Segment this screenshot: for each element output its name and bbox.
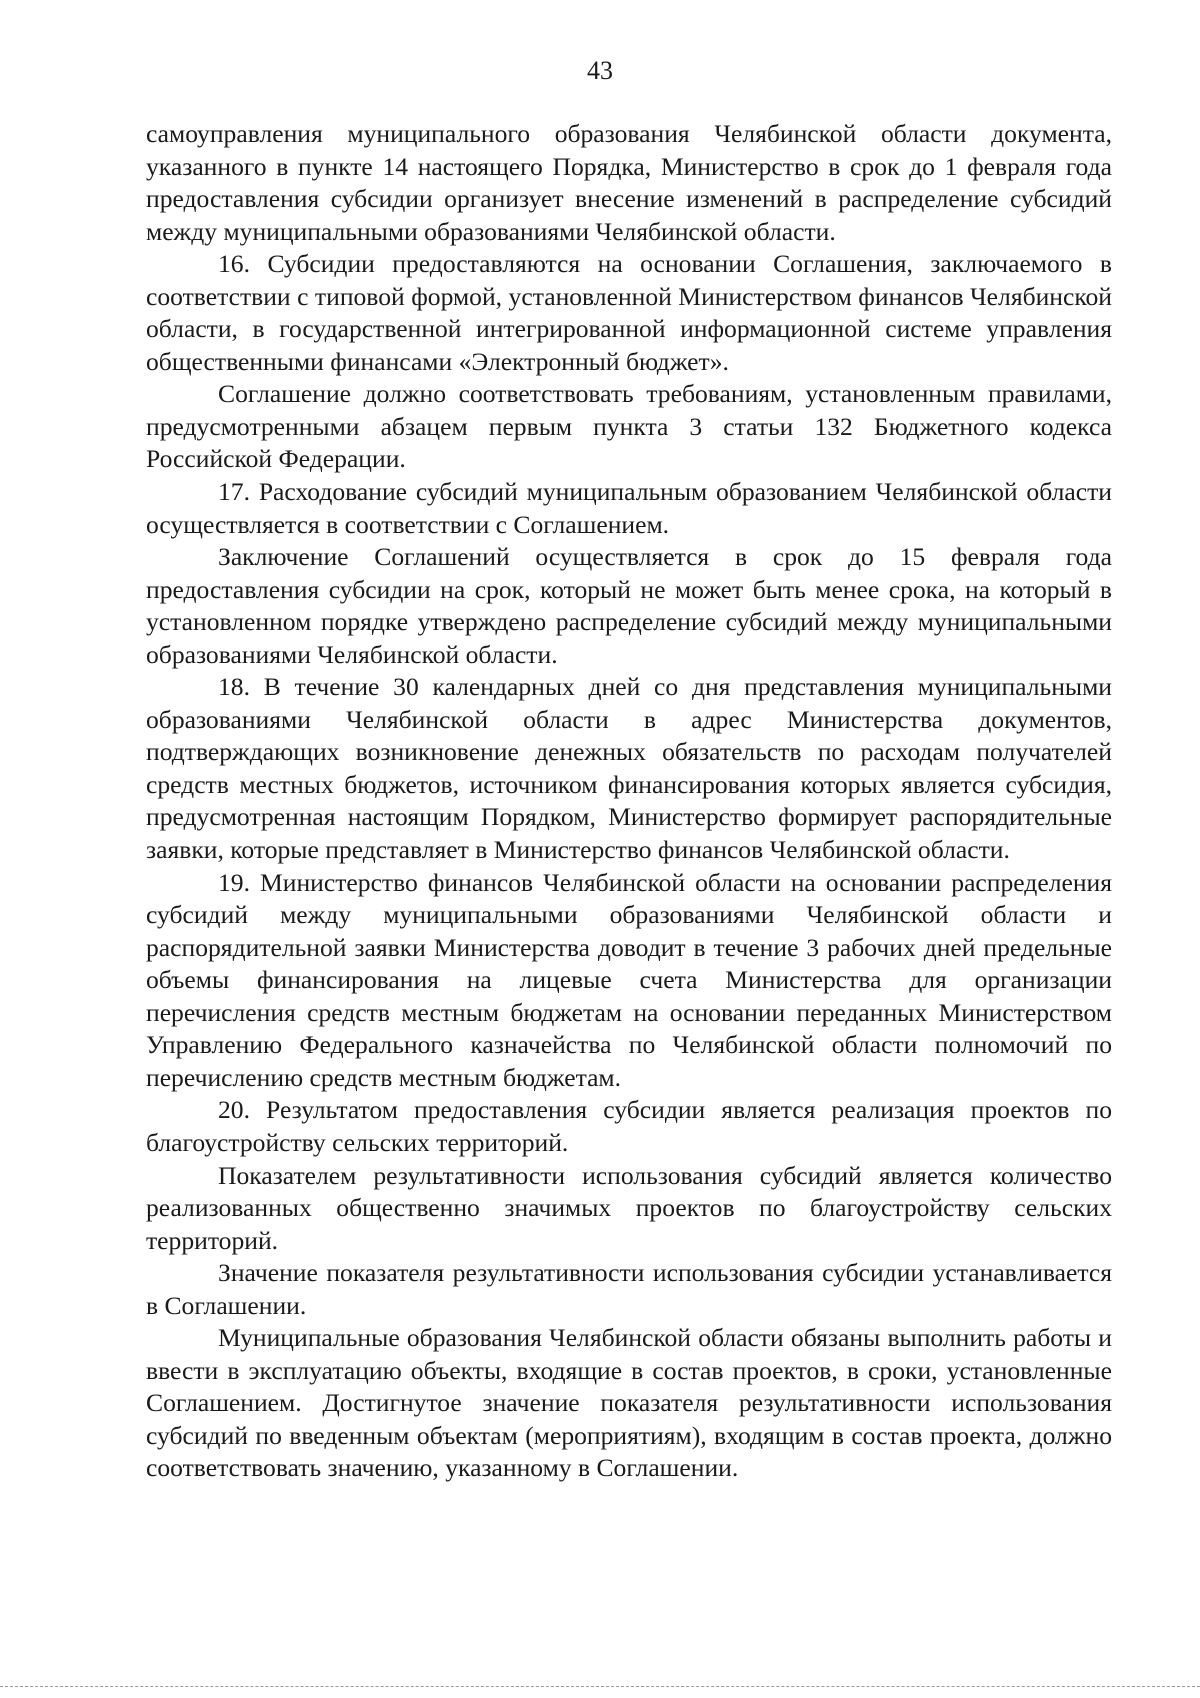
paragraph-agreement-term: Заключение Соглашений осуществляется в срок до 15 февраля года предоставления субсидии на срок, который не может быть менее срока, на который в установленном порядке утверждено распределение субсидий между муниципальными образованиями Челябинской области. [146,542,1112,669]
paragraph-16: 16. Субсидии предоставляются на основании Соглашения, заключаемого в соответствии с типовой формой, установленной Министерством финансов Челябинской области, в государственной интегрированной информационной системе управления общественными финансами «Электронный бюджет». [146,249,1112,376]
paragraph-20: 20. Результатом предоставления субсидии является реализация проектов по благоустройству сельских территорий. [146,1095,1112,1157]
paragraph-obligations: Муниципальные образования Челябинской области обязаны выполнить работы и ввести в эксплуатацию объекты, входящие в состав проектов, в сроки, установленные Соглашением. Достигнутое значение показателя результативности использования субсидий по введенным объектам (мероприятиям), входящим в состав проекта, должно соответствовать значению, указанному в Соглашении. [146,1323,1112,1483]
paragraph-19: 19. Министерство финансов Челябинской области на основании распределения субсидий между муниципальными образованиями Челябинской области и распорядительной заявки Министерства доводит в течение 3 рабочих дней предельные объемы финансирования на лицевые счета Министерства для организации перечисления средств местным бюджетам на основании переданных Министерством Управлению Федерального казначейства по Челябинской области полномочий по перечислению средств местным бюджетам. [146,867,1112,1092]
paragraph-indicator: Показателем результативности использования субсидий является количество реализованных общественно значимых проектов по благоустройству сельских территорий. [146,1160,1112,1255]
paragraph-18: 18. В течение 30 календарных дней со дня представления муниципальными образованиями Челябинской области в адрес Министерства документов, подтверждающих возникновение денежных обязательств по расходам получателей средств местных бюджетов, источником финансирования которых является субсидия, предусмотренная настоящим Порядком, Министерство формирует распорядительные заявки, которые представляет в Министерство финансов Челябинской области. [146,672,1112,865]
paragraph-continuation: самоуправления муниципального образования Челябинской области документа, указанного в пункте 14 настоящего Порядка, Министерство в срок до 1 февраля года предоставления субсидии организует внесение изменений в распределение субсидий между муниципальными образованиями Челябинской области. [146,119,1112,246]
page-number: 43 [587,56,613,85]
bottom-scan-line [0,1686,1200,1687]
paragraph-17: 17. Расходование субсидий муниципальным образованием Челябинской области осуществляется в соответствии с Соглашением. [146,477,1112,539]
paragraph-indicator-value: Значение показателя результативности использования субсидии устанавливается в Соглашении. [146,1258,1112,1320]
paragraph-agreement-requirements: Соглашение должно соответствовать требованиям, установленным правилами, предусмотренными абзацем первым пункта 3 статьи 132 Бюджетного кодекса Российской Федерации. [146,379,1112,474]
body-text [146,118,1112,1485]
